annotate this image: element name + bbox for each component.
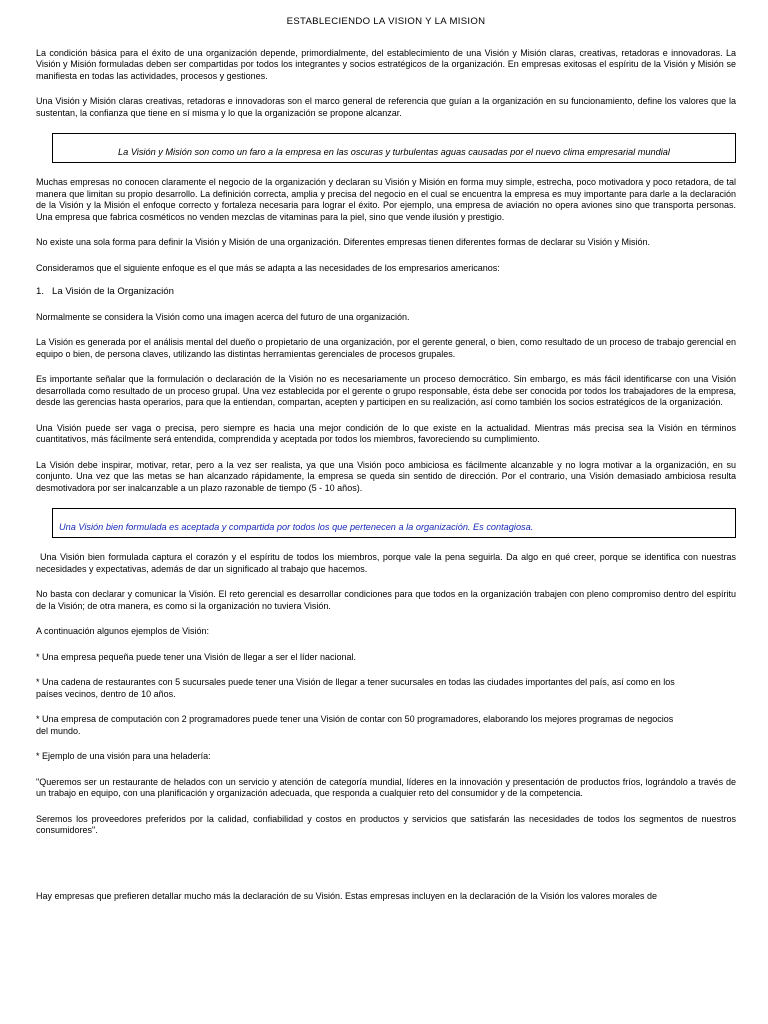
paragraph-examples-intro: A continuación algunos ejemplos de Visión: [36,626,209,636]
paragraph-vision-inspire: La Visión debe inspirar, motivar, retar, pero a la vez ser realista, ya que una Visión poco ambiciosa es fácilmente alcanzable y no logra motivar a la organización, en su conjunto. Una vez que las metas se han alcanzado rápidamente, la empresa se queda sin sentido de dirección. Por el contrario, una Visión demasiado ambiciosa resulta desmotivadora por ser inalcanzable a un plazo razonable de tiempo (5 - 10 años). [36,459,736,493]
paragraph-framework: Una Visión y Misión claras creativas, retadoras e innovadoras son el marco general de referencia que guían a la organización en su funcionamiento, define los valores que la sustentan, la confianza que tiene en sí misma y lo que la organización se propone alcanzar. [36,96,736,118]
paragraph-business-definition: Muchas empresas no conocen claramente el negocio de la organización y declaran su Visión y Misión en forma muy simple, estrecha, poco motivadora y poco retadora, de tal manera que limitan su propio desarrollo. La definición correcta, amplia y precisa del negocio en el cual se encuentra la empresa es muy importante para darle a la declaración de la Visión y la Misión el enfoque correcto y fortaleza necesaria para lograr el éxito. Por ejemplo, una empresa de aviación no opera aviones sino que transporta personas. Una empresa que fabrica cosméticos no venden mezclas de vitaminas para la piel, sino que vende ilusión y prestigio. [36,177,736,222]
paragraph-not-enough: No basta con declarar y comunicar la Visión. El reto gerencial es desarrollar condiciones para que todos en la organización trabajen con pleno compromiso dentro del espíritu de la Visión; de otra manera, es como si la organización no tuviera Visión. [36,589,736,611]
section-title: La Visión de la Organización [52,286,174,297]
example-restaurant-chain: * Una cadena de restaurantes con 5 sucursales puede tener una Visión de llegar a tener sucursales en todas las ciudades importantes del país, así como en los países vecinos, dentro de 10 años. [36,677,675,699]
section-heading-vision [36,286,736,298]
quote-box-lighthouse [52,133,736,163]
quote-text: Una Visión bien formulada es aceptada y compartida por todos los que pertenecen a la organización. Es contagiosa. [59,522,534,533]
example-ice-cream-intro: * Ejemplo de una visión para una heladería: [36,751,211,761]
quote-box-contagious [52,508,736,538]
paragraph-no-single-form: No existe una sola forma para definir la Visión y Misión de una organización. Diferentes empresas tienen diferentes formas de declarar su Visión y Misión. [36,237,650,247]
document-title: ESTABLECIENDO LA VISION Y LA MISION [286,16,486,27]
paragraph-intro: La condición básica para el éxito de una organización depende, primordialmente, del establecimiento de una Visión y Misión claras, creativas, retadoras e innovadoras. La Visión y Misión formuladas deben ser compartidas por todos los integrantes y socios estratégicos de la organización. En empresas exitosas el espíritu de la Visión y Misión se manifiesta en todas las actividades, procesos y gestiones. [36,47,736,81]
paragraph-vision-precise: Una Visión puede ser vaga o precisa, pero siempre es hacia una mejor condición de lo que existe en la actualidad. Mientras más precisa sea la Visión en términos cuantitativos, más fácilmente será entendida, comprendida y aceptada por todos los miembros, favoreciendo su cumplimiento. [36,422,736,444]
paragraph-approach: Consideramos que el siguiente enfoque es el que más se adapta a las necesidades de los empresarios americanos: [36,262,500,273]
paragraph-vision-image: Normalmente se considera la Visión como una imagen acerca del futuro de una organización. [36,311,410,322]
quote-text: La Visión y Misión son como un faro a la empresa en las oscuras y turbulentas aguas causadas por el nuevo clima empresarial mundial [118,147,670,158]
example-small-company: * Una empresa pequeña puede tener una Visión de llegar a ser el líder nacional. [36,651,357,662]
paragraph-vision-democratic: Es importante señalar que la formulación o declaración de la Visión no es necesariamente un proceso democrático. Sin embargo, es más fácil identificarse con una Visión desarrollada como resultado de un proceso grupal. Una vez establecida por el gerente o grupo responsable, ésta debe ser conocida por todos los trabajadores de la empresa, desde las gerencias hasta operarios, para que la entiendan, compartan, acepten y participen en su realización, así como también los socios estratégicos de la organización. [36,374,736,407]
example-ice-cream-quote-2: Seremos los proveedores preferidos por la calidad, confiabilidad y costos en productos y servicios que satisfarán las necesidades de todos los segmentos de nuestros consumidores". [36,813,736,835]
example-computing-company: * Una empresa de computación con 2 programadores puede tener una Visión de contar con 50 programadores, elaborando los mejores programas de negocios del mundo. [36,714,674,736]
paragraph-captures-heart: Una Visión bien formulada captura el corazón y el espíritu de todos los miembros, porque vale la pena seguirla. Da algo en qué creer, porque se identifica con nuestras necesidades y expectativas, además de dar un significado al trabajo que hacemos. [36,552,736,574]
spacer [36,851,736,891]
section-number: 1. [36,286,45,297]
example-ice-cream-quote-1: "Queremos ser un restaurante de helados con un servicio y atención de categoría mundial, líderes en la innovación y presentación de productos fríos, lográndolo a través de un trabajo en equipo, con una planificación y organización adecuada, que responda a cualquier reto del consumidor y de la competencia. [36,776,736,798]
document-page [36,16,736,916]
paragraph-detailed-vision: Hay empresas que prefieren detallar mucho más la declaración de su Visión. Estas empresas incluyen en la declaración de la Visión los valores morales de [36,890,657,901]
paragraph-vision-generated: La Visión es generada por el análisis mental del dueño o propietario de una organización, por el gerente general, o bien, como resultado de un proceso de trabajo gerencial en equipo o bien, de persona claves, utilizando las distintas herramientas gerenciales de procesos grupales. [36,337,736,359]
